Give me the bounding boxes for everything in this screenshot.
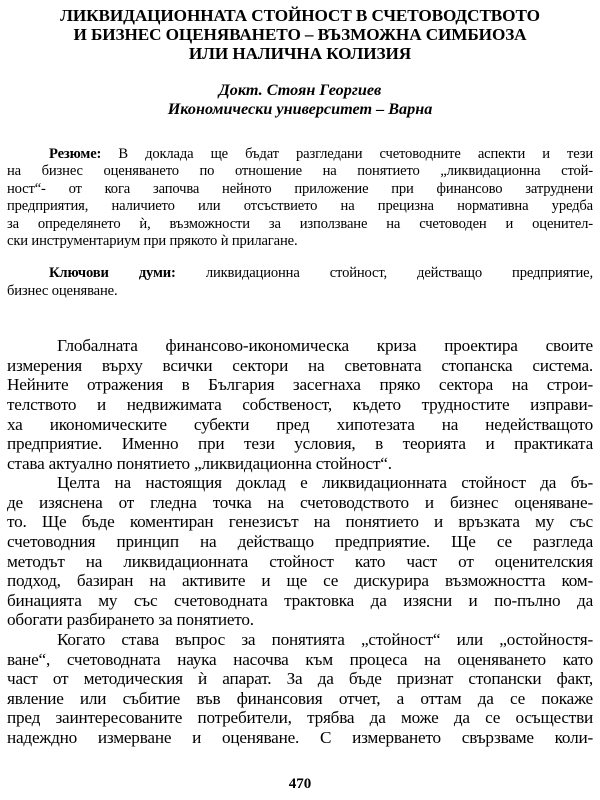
keywords-label: Ключови думи: xyxy=(49,265,176,282)
body-line: подход, базиран на активите и ще се дискурира възможността ком- xyxy=(7,571,593,591)
page-number: 470 xyxy=(288,776,312,792)
abstract-line: предприятия, наличието или отсъствието на прецизна нормативна уредба xyxy=(7,198,593,215)
body-text xyxy=(7,336,593,747)
abstract xyxy=(7,146,593,300)
body-line: счетоводния принцип на действащо предприятие. Ще се разгледа xyxy=(7,532,593,552)
title-line: И БИЗНЕС ОЦЕНЯВАНЕТО – ВЪЗМОЖНА СИМБИОЗА xyxy=(73,25,527,44)
body-line: измерения върху всички сектори на световната стопанска система. xyxy=(7,355,593,375)
keywords xyxy=(7,265,593,300)
body-line: ха икономическите субекти пред хипотезата на недействащото xyxy=(7,414,593,434)
body-line: Целта на настоящия доклад е ликвидационната стойност да бъ- xyxy=(57,473,593,493)
abstract-text: В доклада ще бъдат разгледани счетоводните аспекти и тези xyxy=(101,146,593,162)
body-line: ване“, счетоводната наука насочва към процеса на оценяването като xyxy=(7,649,593,669)
body-line: предприятие. Именно при тези условия, в теорията и практиката xyxy=(7,434,593,454)
body-line: надеждно измерване и оценяване. С измерването свързваме коли- xyxy=(7,728,593,747)
abstract-line: ски инструментариум при прякото ѝ прилагане. xyxy=(7,232,298,249)
body-line: Нейните отражения в България засегнаха пряко сектора на строи- xyxy=(7,375,593,395)
title-line: ИЛИ НАЛИЧНА КОЛИЗИЯ xyxy=(188,44,412,63)
body-line: част от методическия ѝ апарат. За да бъде признат стопански факт, xyxy=(7,669,593,689)
body-line: методът на ликвидационната стойност като част от оценителския xyxy=(7,551,593,571)
body-line: обогати разбирането за понятието. xyxy=(7,610,254,630)
author-block xyxy=(7,81,593,119)
paper-title xyxy=(7,6,593,63)
body-line: Когато става въпрос за понятията „стойност“ или „остойностя- xyxy=(57,630,593,650)
author-affiliation: Икономически университет – Варна xyxy=(167,100,433,118)
body-line: де изяснена от гледна точка на счетоводството и бизнес оценяване- xyxy=(7,492,593,512)
title-line: ЛИКВИДАЦИОННАТА СТОЙНОСТ В СЧЕТОВОДСТВОТО xyxy=(60,6,540,25)
body-line: бинацията му със счетоводната трактовка да изясни и по-пълно да xyxy=(7,590,593,610)
abstract-line: на бизнес оценяването по отношение на понятието „ликвидационна стой- xyxy=(7,163,593,180)
keywords-text: ликвидационна стойност, действащо предприятие, xyxy=(175,265,593,282)
abstract-line: за определянето ѝ, възможности за използване на счетоводен и оценител- xyxy=(7,215,593,232)
author-name: Докт. Стоян Георгиев xyxy=(218,81,382,99)
abstract-line: ност“- от кога започва нейното приложение при финансово затруднени xyxy=(7,180,593,197)
body-line: явление или събитие във финансовия отчет, а оттам да се покаже xyxy=(7,688,593,708)
body-line: то. Ще бъде коментиран генезисът на понятието и връзката му със xyxy=(7,512,593,532)
abstract-line xyxy=(7,146,593,163)
body-line: телството и недвижимата собственост, където трудностите изправи- xyxy=(7,394,593,414)
body-line: Глобалната финансово-икономическа криза проектира своите xyxy=(57,336,593,356)
keywords-line: бизнес оценяване. xyxy=(7,282,118,299)
body-line: пред заинтересованите потребители, трябва да може да се осъществи xyxy=(7,708,593,728)
body-line: става актуално понятието „ликвидационна стойност“. xyxy=(7,453,392,473)
abstract-label: Резюме: xyxy=(49,146,102,162)
keywords-line xyxy=(7,265,593,282)
